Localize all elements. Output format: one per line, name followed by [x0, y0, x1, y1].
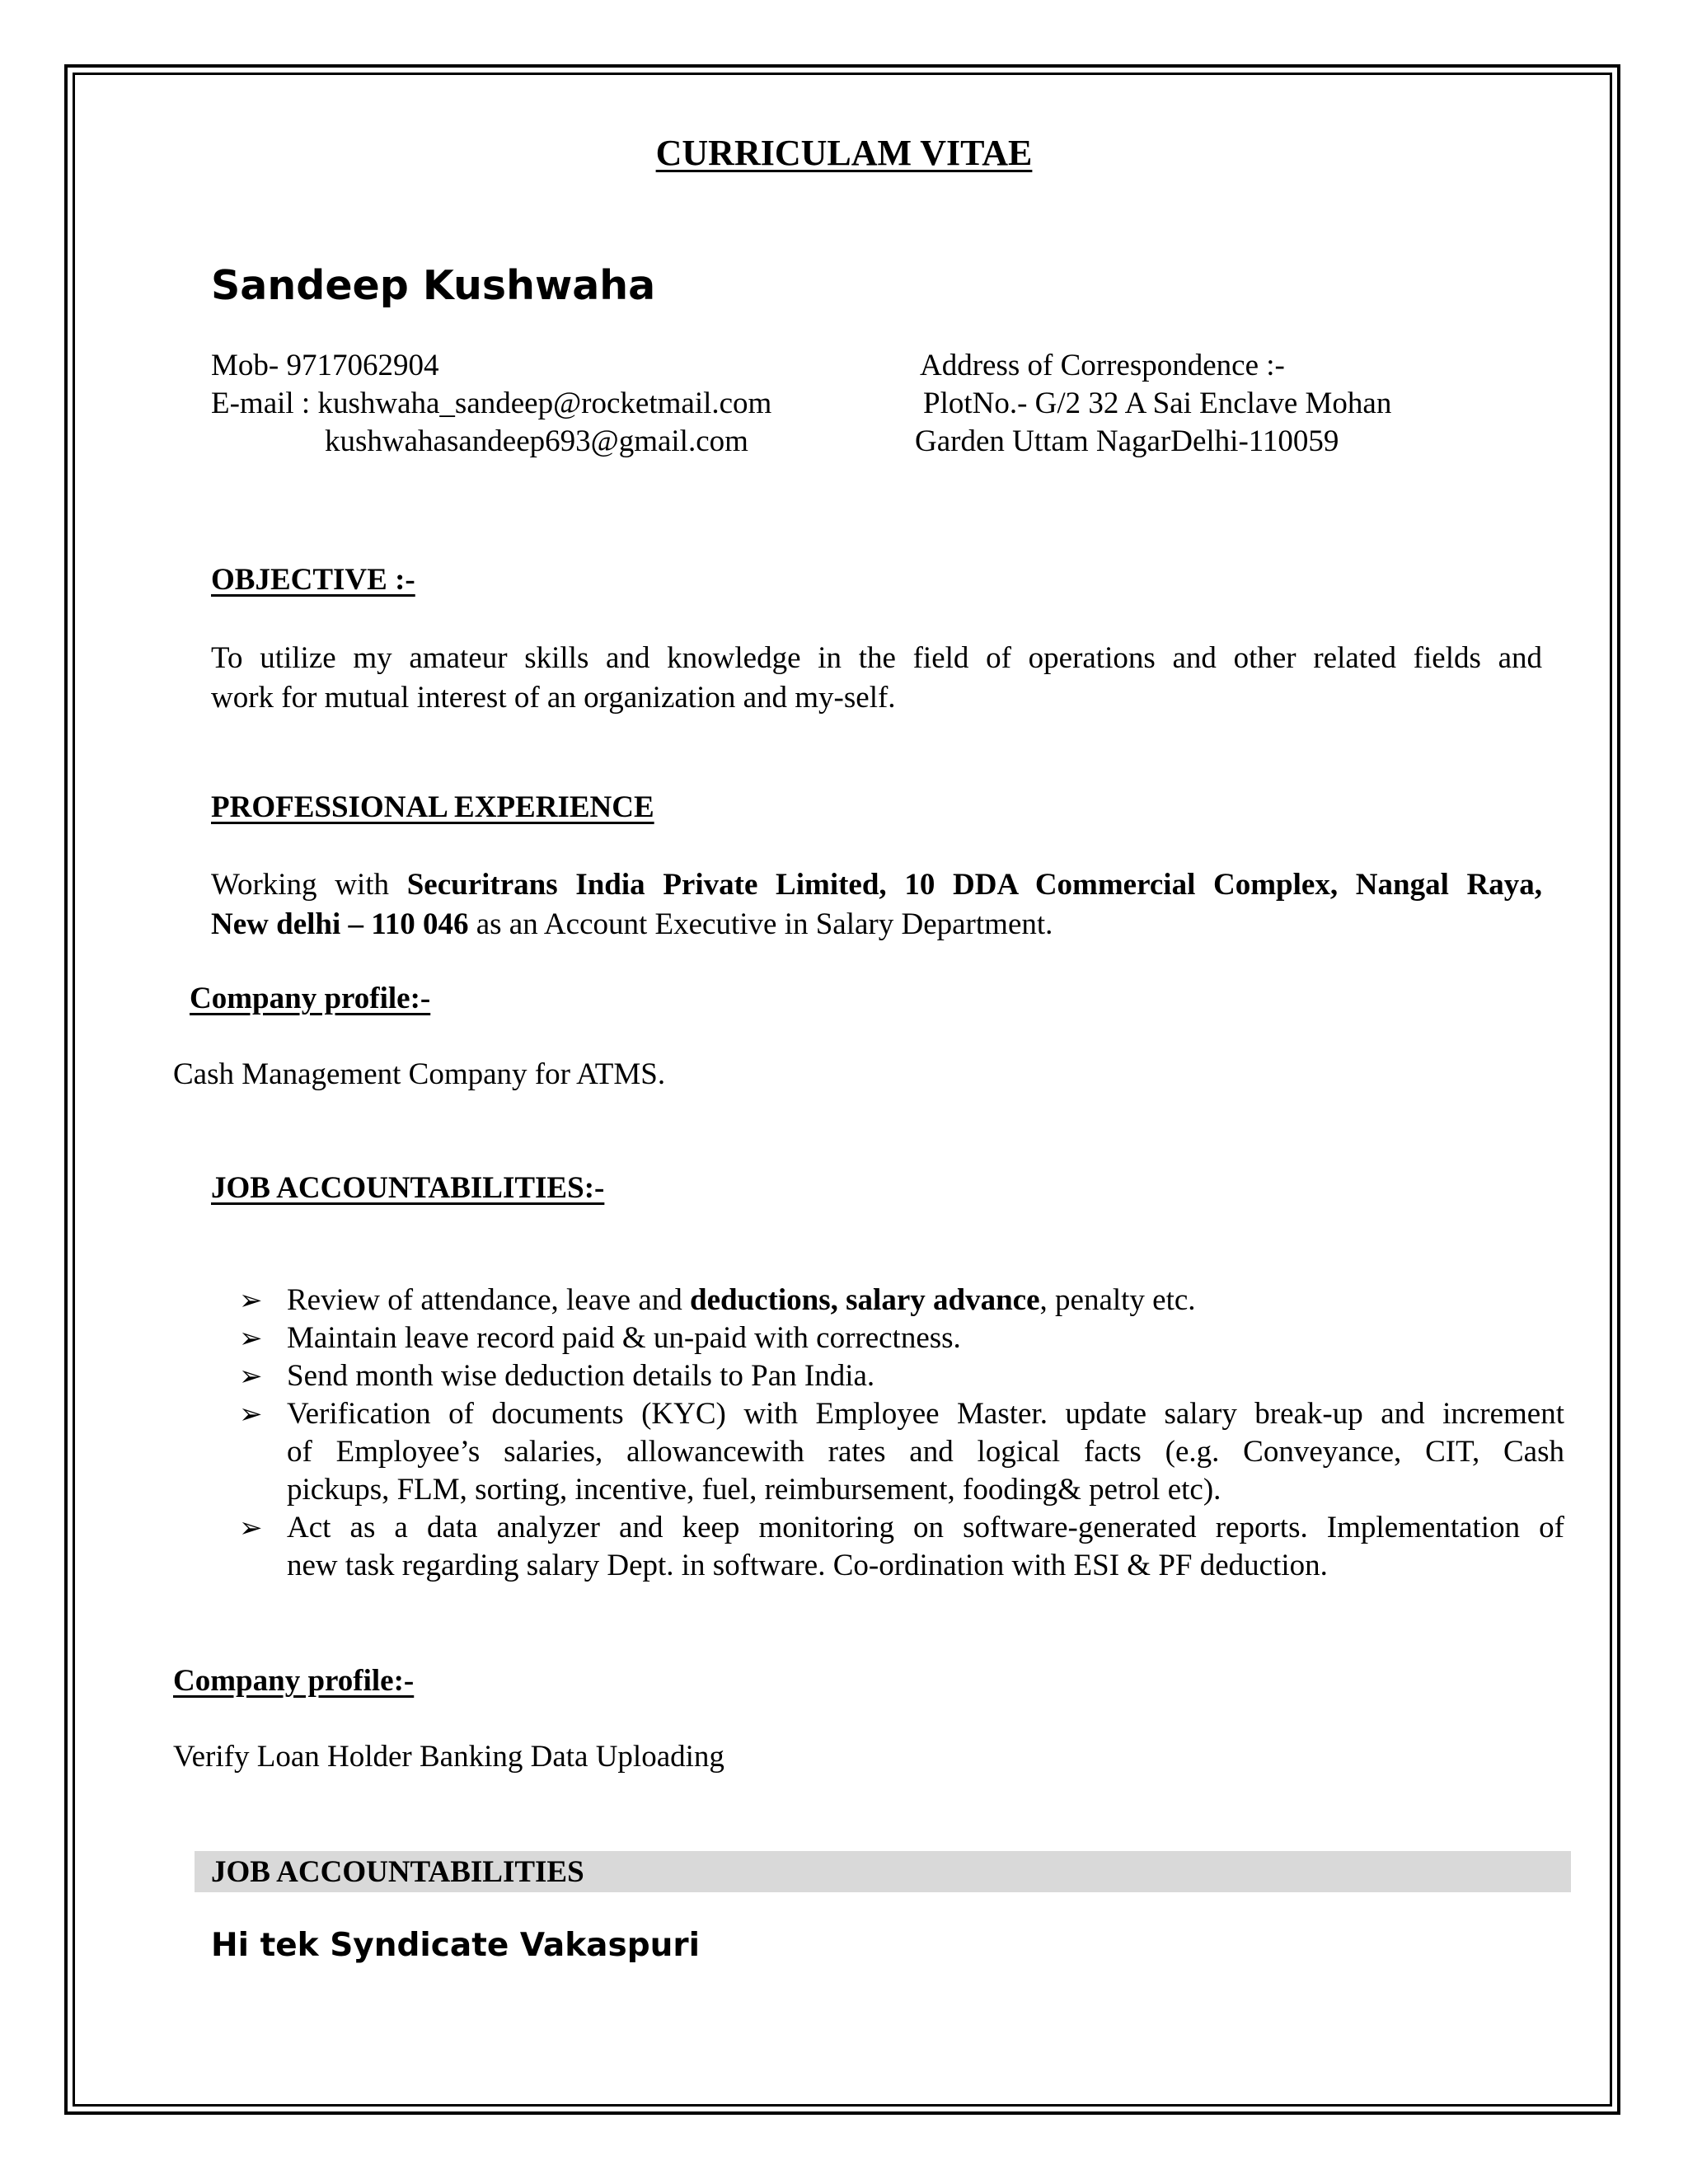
email-secondary: kushwahasandeep693@gmail.com	[325, 424, 748, 458]
experience-text	[211, 865, 1542, 944]
company-profile-heading-2: Company profile:-	[173, 1664, 415, 1698]
objective-heading: OBJECTIVE :-	[211, 563, 415, 597]
experience-prefix: Working with	[211, 868, 407, 902]
arrow-bullet-icon: ➢	[239, 1284, 263, 1317]
company-profile-text-2: Verify Loan Holder Banking Data Uploading	[173, 1740, 724, 1774]
list-item: ➢ Act as a data analyzer and keep monitoring on software-generated reports. Implementation of new task regarding salary Dept. in software. Co-ordination with ESI & PF deduction.	[239, 1511, 1564, 1582]
address-heading: Address of Correspondence :-	[920, 349, 1285, 382]
arrow-bullet-icon: ➢	[239, 1322, 263, 1355]
objective-text	[211, 639, 1542, 718]
employer-name: Securitrans India Private Limited, 10 DDA Commercial Complex, Nangal Raya,	[406, 868, 1542, 902]
objective-line-1: To utilize my amateur skills and knowledge in the field of operations and other related fields and	[211, 641, 1542, 675]
arrow-bullet-icon: ➢	[239, 1511, 263, 1544]
mobile-number: Mob- 9717062904	[211, 349, 439, 382]
job-accountabilities-heading-2: JOB ACCOUNTABILITIES	[211, 1855, 584, 1889]
job-accountabilities-heading: JOB ACCOUNTABILITIES:-	[211, 1171, 605, 1205]
document-title: CURRICULAM VITAE	[655, 133, 1033, 173]
company-profile-text-1: Cash Management Company for ATMS.	[173, 1057, 666, 1091]
objective-line-2: work for mutual interest of an organization and my-self.	[211, 681, 896, 715]
email-primary: E-mail : kushwaha_sandeep@rocketmail.com	[211, 387, 772, 420]
address-line-1: PlotNo.- G/2 32 A Sai Enclave Mohan	[923, 387, 1392, 420]
job-role: as an Account Executive in Salary Department.	[468, 907, 1053, 941]
arrow-bullet-icon: ➢	[239, 1398, 263, 1431]
address-line-2: Garden Uttam NagarDelhi-110059	[915, 424, 1339, 458]
experience-heading: PROFESSIONAL EXPERIENCE	[211, 790, 654, 824]
employer-location: New delhi – 110 046	[211, 907, 469, 941]
list-item: ➢ Maintain leave record paid & un-paid with correctness.	[239, 1319, 1564, 1357]
list-item: ➢ Review of attendance, leave and deductions, salary advance, penalty etc.	[239, 1282, 1564, 1319]
list-item: ➢ Send month wise deduction details to Pan India.	[239, 1357, 1564, 1395]
candidate-name: Sandeep Kushwaha	[211, 262, 656, 309]
company-profile-heading-1: Company profile:-	[190, 982, 431, 1015]
experience-line-2	[211, 905, 1542, 944]
employer-2-name: Hi tek Syndicate Vakaspuri	[211, 1927, 700, 1964]
job-accountabilities-list	[239, 1282, 1564, 1585]
experience-line-1	[211, 865, 1542, 905]
arrow-bullet-icon: ➢	[239, 1360, 263, 1393]
list-item: ➢ Verification of documents (KYC) with Employee Master. update salary break-up and increment of Employee’s salaries, allowancewith rates and logical facts (e.g. Conveyance, CIT, Cash pickups, FLM, sorting, incentive, fuel, reimbursement, fooding& petrol etc).	[239, 1397, 1564, 1507]
